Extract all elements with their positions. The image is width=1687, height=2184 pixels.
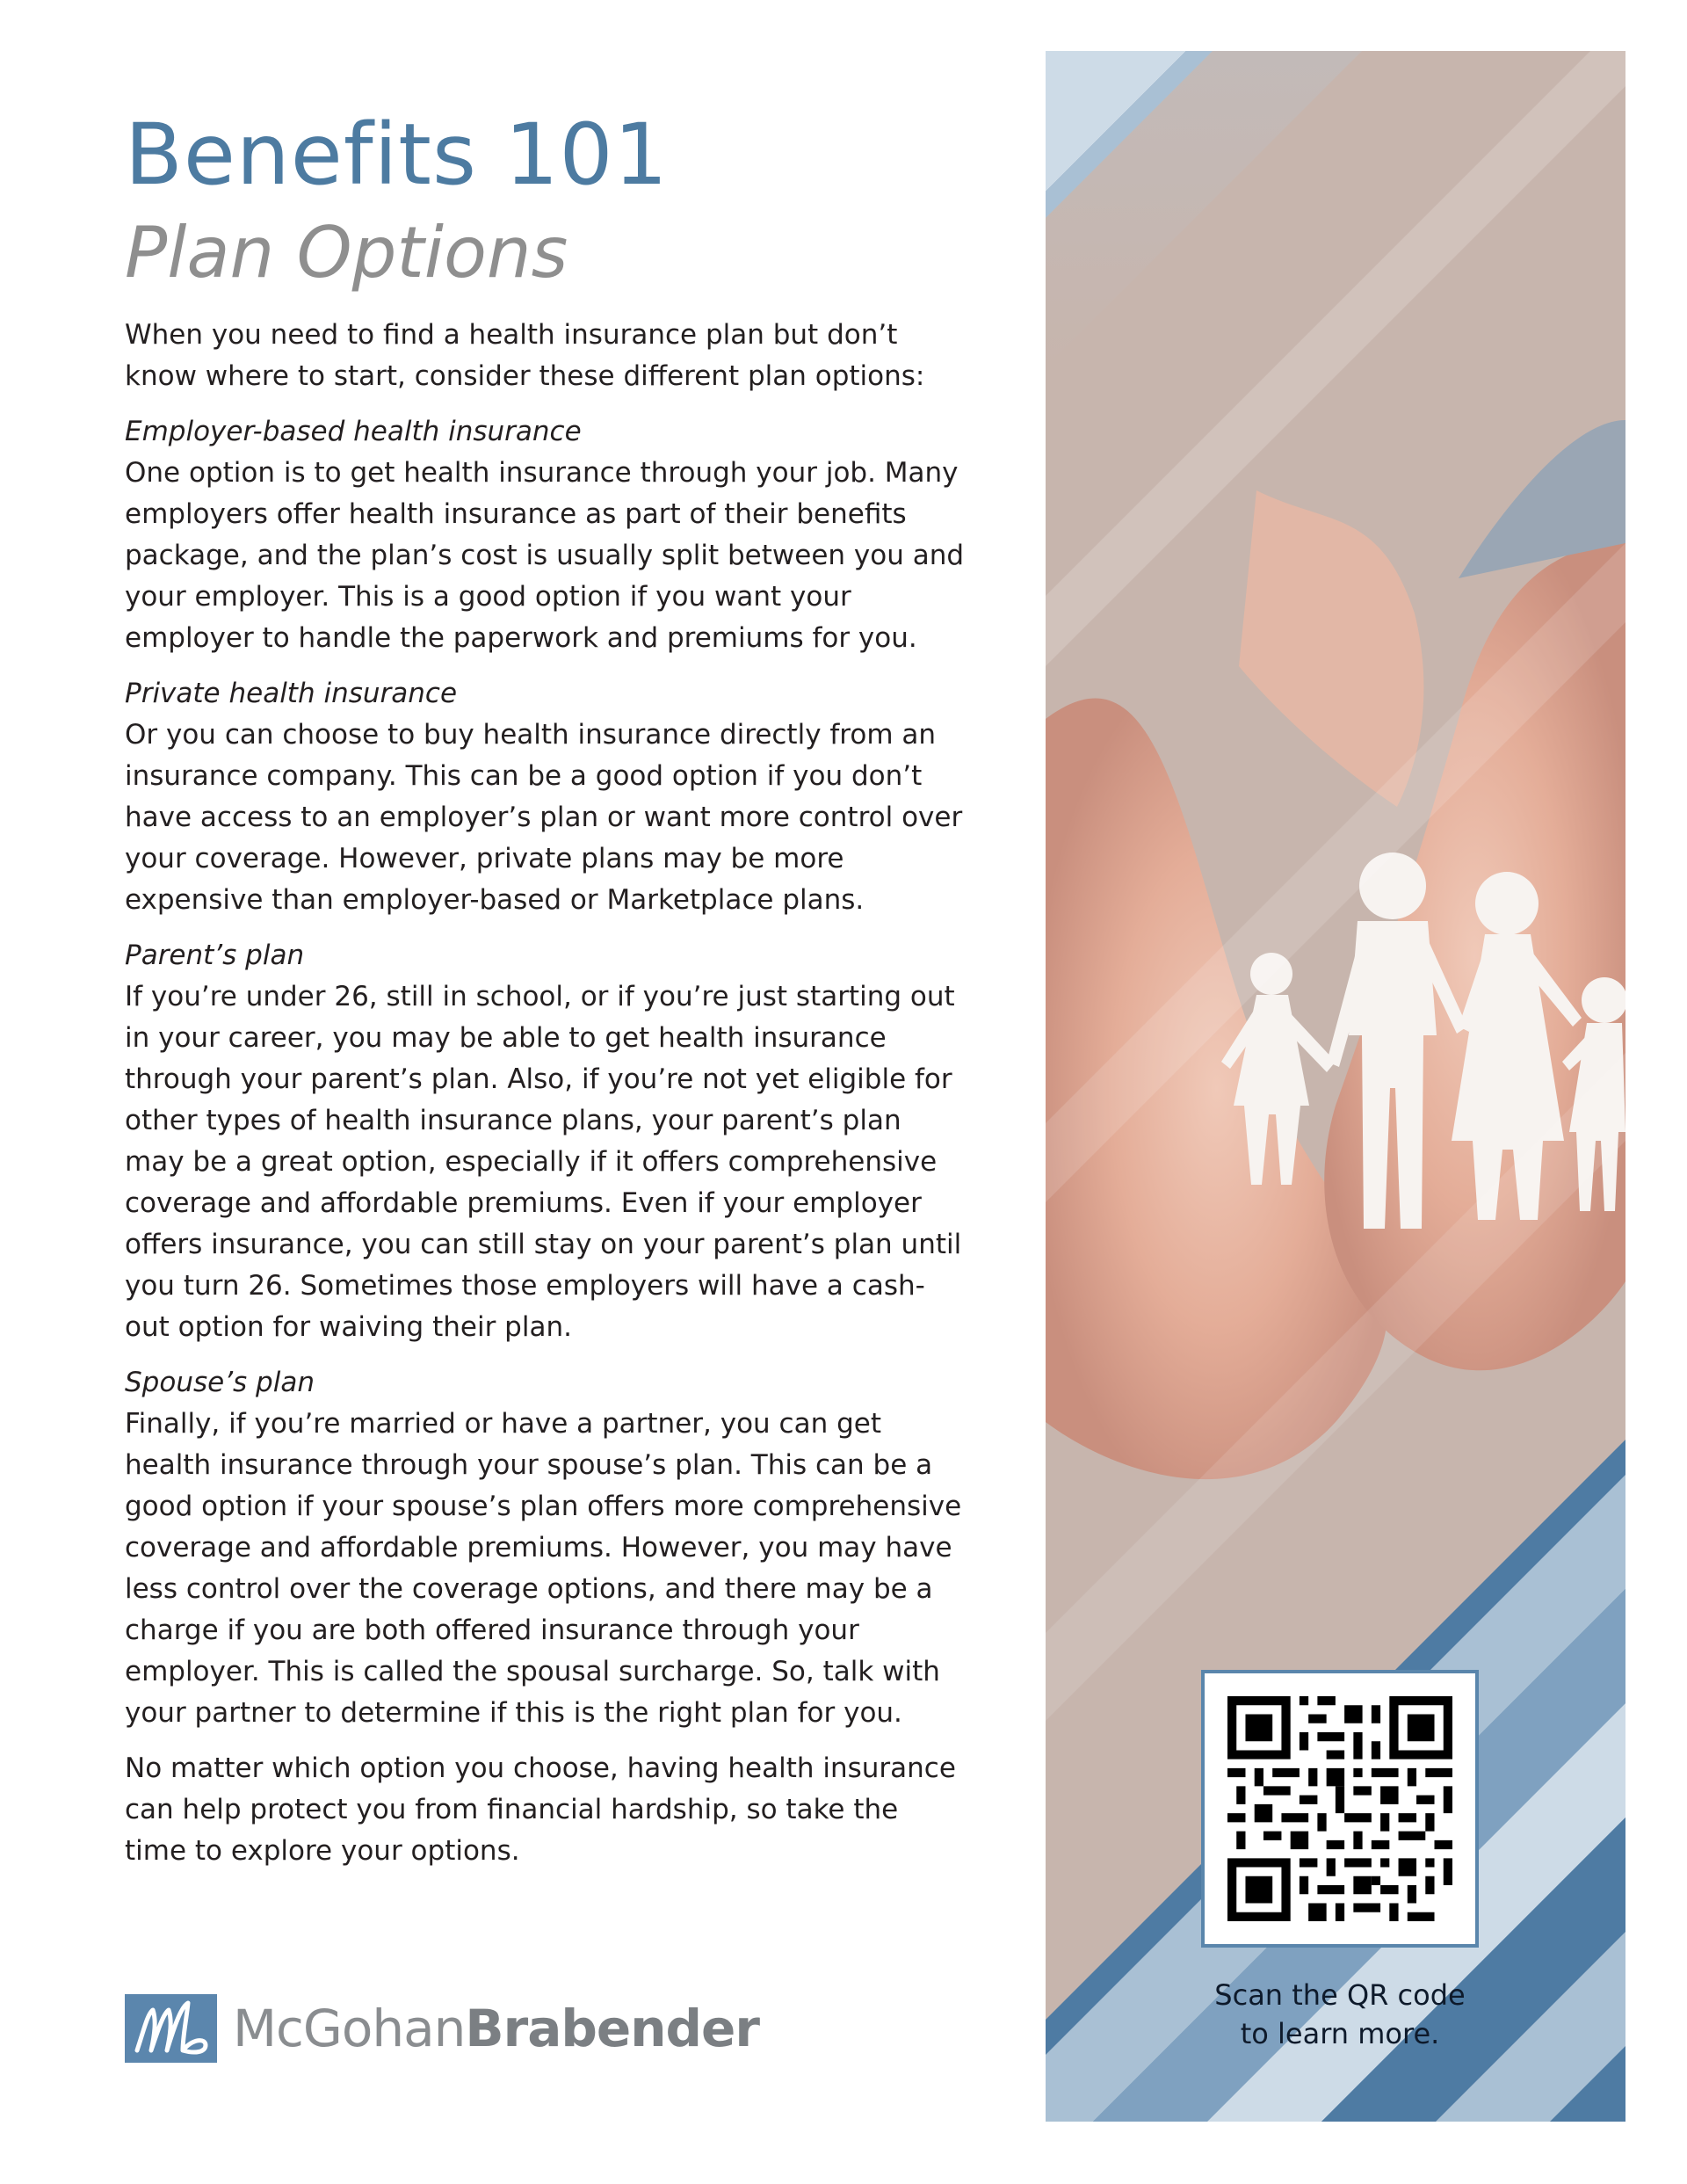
section-body-parent: If you’re under 26, still in school, or if you’re just starting out in your career, you may be able to get health insurance through your parent’s plan. Also, if you’re not yet eligible for other types of health insurance plans, your parent’s plan may be a great option, especially if it offers comprehensive coverage and affordable premiums. Even if your employer offers insurance, you can still stay on your parent’s plan until you turn 26. Sometimes those employers will have a cash-out option for waiving their plan. [125,981,962,1343]
page-title: Benefits 101 [125,105,669,204]
qr-code[interactable] [1201,1670,1479,1948]
qr-code-icon [1227,1696,1452,1921]
section-body-employer: One option is to get health insurance through your job. Many employers offer health insurance as part of their benefits package, and the plan’s cost is usually split between you and your employer. This is a good option if you want your employer to handle the paperwork and premiums for you. [125,457,965,654]
company-name-bold: Brabender [465,1999,759,2058]
section-body-spouse: Finally, if you’re married or have a partner, you can get health insurance through your spouse’s plan. This can be a good option if your spouse’s plan offers more comprehensive coverage and affordable premiums. However, you may have less control over the coverage options, and there may be a charge if you are both offered insurance through your employer. This is called the spousal surcharge. So, talk with your partner to determine if this is the right plan for you. [125,1408,962,1729]
section-heading-private: Private health insurance [125,678,458,709]
intro-paragraph: When you need to find a health insurance plan but don’t know where to start, consider these different plan options: [125,319,925,392]
company-name [233,1999,759,2058]
section-heading-spouse: Spouse’s plan [125,1367,315,1398]
section-heading-employer: Employer-based health insurance [125,416,582,447]
qr-caption-line2: to learn more. [1240,2017,1440,2050]
company-name-light: McGohan [233,1999,466,2058]
company-logo [125,1993,759,2064]
closing-paragraph: No matter which option you choose, having health insurance can help protect you from financial hardship, so take the time to explore your options. [125,1752,956,1867]
article-body [125,315,968,1886]
qr-caption-line1: Scan the QR code [1214,1978,1466,2012]
section-body-private: Or you can choose to buy health insurance directly from an insurance company. This can be a good option if you don’t have access to an employer’s plan or want more control over your coverage. However, private plans may be more expensive than employer-based or Marketplace plans. [125,719,963,916]
mb-monogram-icon [125,1994,217,2063]
page-subtitle: Plan Options [125,212,568,294]
section-heading-parent: Parent’s plan [125,940,305,971]
qr-caption [1142,1976,1538,2053]
